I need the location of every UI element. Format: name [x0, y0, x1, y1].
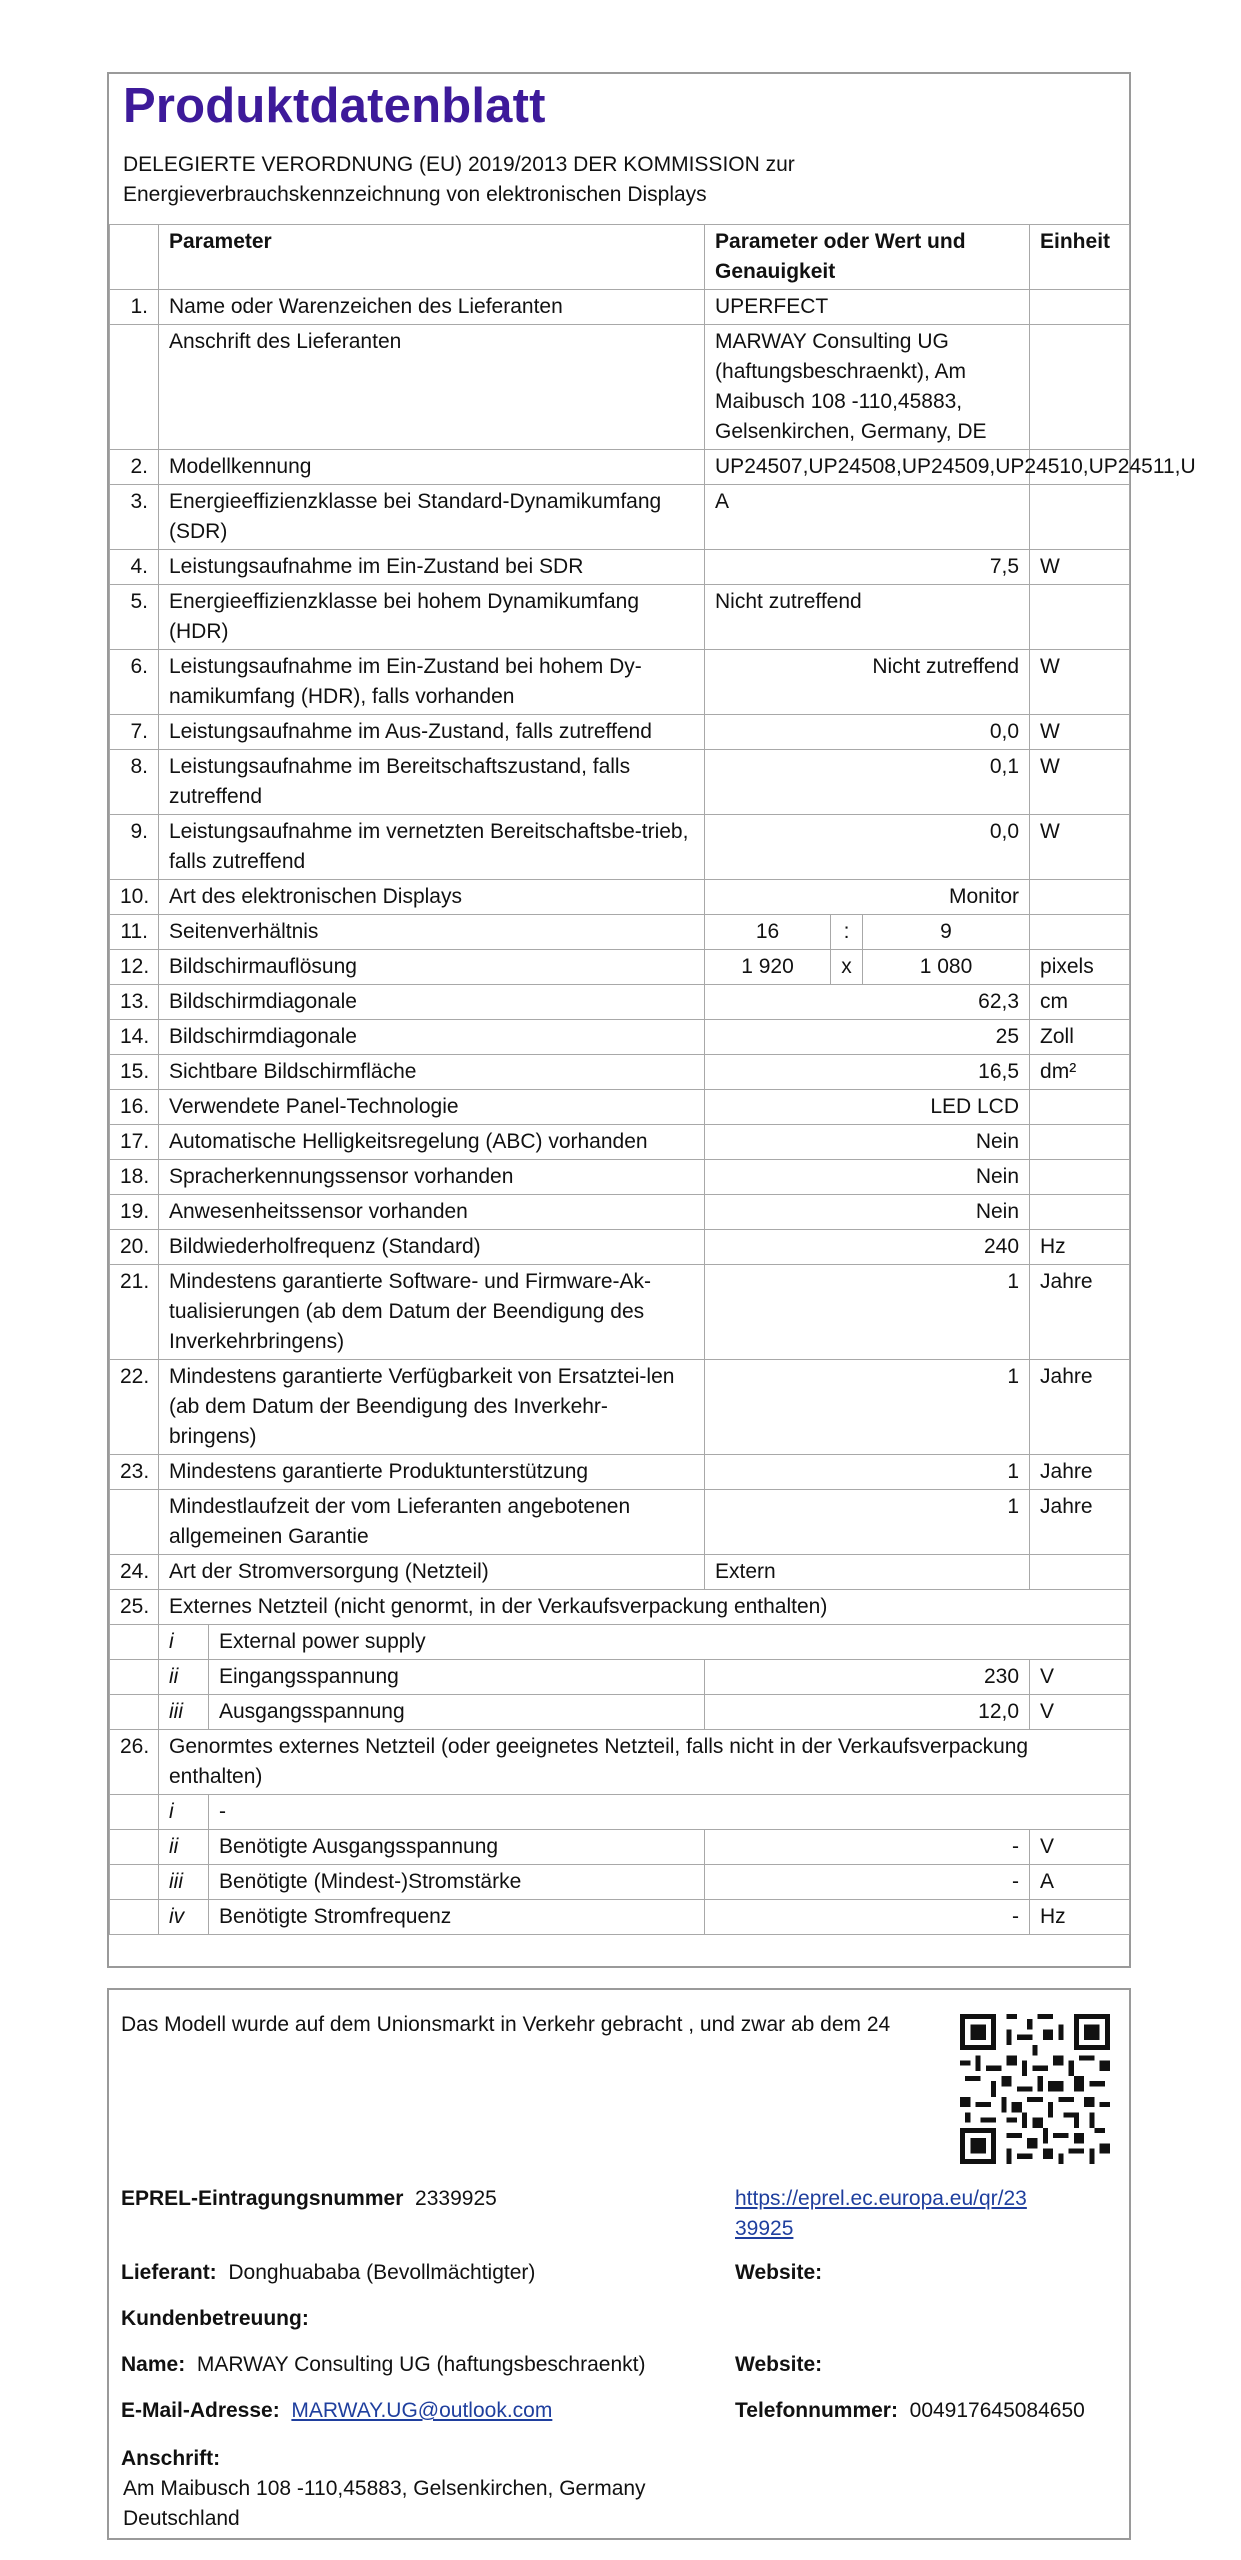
subrow-index: i — [159, 1625, 209, 1660]
row-parameter: Automatische Helligkeitsregelung (ABC) vorhanden — [159, 1125, 705, 1160]
row-value: 62,3 — [705, 985, 1030, 1020]
row-unit: W — [1030, 550, 1130, 585]
header-no-cell — [110, 225, 159, 290]
row-parameter: Benötigte Stromfrequenz — [209, 1900, 705, 1935]
row-value: 1 — [705, 1455, 1030, 1490]
row-unit: V — [1030, 1660, 1130, 1695]
row-value: - — [705, 1900, 1030, 1935]
row-parameter: Seitenverhältnis — [159, 915, 705, 950]
row-parameter: Leistungsaufnahme im Aus-Zustand, falls zutreffend — [159, 715, 705, 750]
eprel-number: 2339925 — [415, 2187, 497, 2210]
table-subrow — [110, 1660, 1130, 1695]
table-row — [110, 1020, 1130, 1055]
row-parameter: Mindestens garantierte Produktunterstützung — [159, 1455, 705, 1490]
row-number: 12. — [110, 950, 159, 985]
table-subrow — [110, 1865, 1130, 1900]
row-number: 10. — [110, 880, 159, 915]
row-parameter: Energieeffizienzklasse bei Standard-Dynamikumfang (SDR) — [159, 485, 705, 550]
address-line-2: Deutschland — [123, 2507, 240, 2530]
row-number — [110, 1900, 159, 1935]
table-row — [110, 485, 1130, 550]
row-unit: W — [1030, 815, 1130, 880]
table-row — [110, 915, 1130, 950]
row-number: 1. — [110, 290, 159, 325]
table-row — [110, 1160, 1130, 1195]
phone-label: Telefonnummer: — [735, 2399, 898, 2422]
subrow-index: iv — [159, 1900, 209, 1935]
row-number: 26. — [110, 1730, 159, 1795]
table-row — [110, 1090, 1130, 1125]
table-row — [110, 1590, 1130, 1625]
row-value: 0,0 — [705, 715, 1030, 750]
row-value: UP24507,UP24508,UP24509,UP24510,UP24511,U — [705, 450, 1030, 485]
table-header-row — [110, 225, 1130, 290]
address-line-1: Am Maibusch 108 -110,45883, Gelsenkirchen, Germany — [123, 2477, 646, 2500]
row-value: 0,0 — [705, 815, 1030, 880]
row-unit: A — [1030, 1865, 1130, 1900]
row-value: 7,5 — [705, 550, 1030, 585]
row-unit: pixels — [1030, 950, 1130, 985]
row-value: Monitor — [705, 880, 1030, 915]
row-unit: Jahre — [1030, 1265, 1130, 1360]
row-number: 17. — [110, 1125, 159, 1160]
row-parameter: External power supply — [209, 1625, 1130, 1660]
row-number: 22. — [110, 1360, 159, 1455]
row-value: 1 — [705, 1265, 1030, 1360]
row-value-separator: x — [831, 950, 863, 985]
eprel-registration — [121, 2184, 497, 2214]
row-parameter: Energieeffizienzklasse bei hohem Dynamikumfang (HDR) — [159, 585, 705, 650]
row-parameter: Anschrift des Lieferanten — [159, 325, 705, 450]
table-subrow — [110, 1900, 1130, 1935]
row-value: 1 — [705, 1490, 1030, 1555]
table-row — [110, 650, 1130, 715]
table-row — [110, 715, 1130, 750]
subrow-index: iii — [159, 1695, 209, 1730]
table-row — [110, 985, 1130, 1020]
row-unit — [1030, 1195, 1130, 1230]
table-row — [110, 880, 1130, 915]
row-parameter: Benötigte (Mindest-)Stromstärke — [209, 1865, 705, 1900]
row-value: 1 — [705, 1360, 1030, 1455]
row-number: 14. — [110, 1020, 159, 1055]
row-number: 13. — [110, 985, 159, 1020]
eprel-link-line1[interactable]: https://eprel.ec.europa.eu/qr/23 — [735, 2187, 1027, 2210]
row-value: - — [705, 1830, 1030, 1865]
row-number: 2. — [110, 450, 159, 485]
table-row — [110, 1230, 1130, 1265]
phone-value: 004917645084650 — [909, 2399, 1085, 2422]
row-value: 0,1 — [705, 750, 1030, 815]
qr-code-icon[interactable] — [960, 2014, 1110, 2164]
table-row — [110, 1195, 1130, 1230]
eprel-link-line2[interactable]: 39925 — [735, 2217, 794, 2240]
email-link[interactable]: MARWAY.UG@outlook.com — [291, 2399, 553, 2422]
row-number: 4. — [110, 550, 159, 585]
row-value: 12,0 — [705, 1695, 1030, 1730]
table-row — [110, 550, 1130, 585]
row-unit — [1030, 1555, 1130, 1590]
row-number: 24. — [110, 1555, 159, 1590]
row-parameter: Name oder Warenzeichen des Lieferanten — [159, 290, 705, 325]
table-subrow — [110, 1795, 1130, 1830]
table-row — [110, 1360, 1130, 1455]
row-value: Nein — [705, 1160, 1030, 1195]
row-parameter: Anwesenheitssensor vorhanden — [159, 1195, 705, 1230]
row-value: Extern — [705, 1555, 1030, 1590]
row-number: 5. — [110, 585, 159, 650]
row-number: 16. — [110, 1090, 159, 1125]
row-parameter: Leistungsaufnahme im Ein-Zustand bei hohem Dy-namikumfang (HDR), falls vorhanden — [159, 650, 705, 715]
row-unit — [1030, 325, 1130, 450]
row-value: Nein — [705, 1195, 1030, 1230]
row-unit: Zoll — [1030, 1020, 1130, 1055]
header-value: Parameter oder Wert und Genauigkeit — [705, 225, 1030, 290]
row-number: 3. — [110, 485, 159, 550]
row-unit — [1030, 915, 1130, 950]
parameter-table — [109, 224, 1196, 1935]
row-unit — [1030, 290, 1130, 325]
subrow-index: ii — [159, 1660, 209, 1695]
row-parameter: - — [209, 1795, 1130, 1830]
row-parameter: Bildschirmauflösung — [159, 950, 705, 985]
row-parameter: Spracherkennungssensor vorhanden — [159, 1160, 705, 1195]
row-parameter: Leistungsaufnahme im vernetzten Bereitschaftsbe-trieb, falls zutreffend — [159, 815, 705, 880]
row-unit: Hz — [1030, 1230, 1130, 1265]
row-unit: dm² — [1030, 1055, 1130, 1090]
subrow-index: i — [159, 1795, 209, 1830]
row-unit: Jahre — [1030, 1360, 1130, 1455]
row-unit: V — [1030, 1695, 1130, 1730]
row-parameter: Sichtbare Bildschirmfläche — [159, 1055, 705, 1090]
row-number: 11. — [110, 915, 159, 950]
row-value: - — [705, 1865, 1030, 1900]
table-row — [110, 325, 1130, 450]
name-line — [121, 2350, 645, 2380]
row-parameter: Modellkennung — [159, 450, 705, 485]
row-value: UPERFECT — [705, 290, 1030, 325]
row-parameter: Bildschirmdiagonale — [159, 985, 705, 1020]
row-value: 240 — [705, 1230, 1030, 1265]
row-unit: Jahre — [1030, 1490, 1130, 1555]
row-unit: W — [1030, 750, 1130, 815]
row-unit — [1030, 1090, 1130, 1125]
row-unit — [1030, 880, 1130, 915]
row-number: 15. — [110, 1055, 159, 1090]
row-value-first: 1 920 — [705, 950, 831, 985]
row-number: 7. — [110, 715, 159, 750]
row-number: 6. — [110, 650, 159, 715]
table-row — [110, 290, 1130, 325]
row-value: Nicht zutreffend — [705, 585, 1030, 650]
table-row — [110, 1455, 1130, 1490]
row-number: 9. — [110, 815, 159, 880]
row-parameter: Genormtes externes Netzteil (oder geeignetes Netzteil, falls nicht in der Verkaufsverpackung enthalten) — [159, 1730, 1130, 1795]
row-unit — [1030, 585, 1130, 650]
row-value: MARWAY Consulting UG (haftungsbeschraenkt), Am Maibusch 108 -110,45883, Gelsenkirchen, Germany, DE — [705, 325, 1030, 450]
name-value: MARWAY Consulting UG (haftungsbeschraenkt) — [196, 2353, 646, 2376]
row-value: A — [705, 485, 1030, 550]
email-label: E-Mail-Adresse: — [121, 2399, 280, 2422]
row-number — [110, 325, 159, 450]
table-row — [110, 1125, 1130, 1160]
eprel-label: EPREL-Eintragungsnummer — [121, 2187, 404, 2210]
row-number: 23. — [110, 1455, 159, 1490]
row-parameter: Mindestens garantierte Verfügbarkeit von Ersatztei-len (ab dem Datum der Beendigung des Inverkehr-bringens) — [159, 1360, 705, 1455]
row-parameter: Externes Netzteil (nicht genormt, in der Verkaufsverpackung enthalten) — [159, 1590, 1130, 1625]
row-number: 8. — [110, 750, 159, 815]
email-line — [121, 2396, 552, 2426]
row-parameter: Eingangsspannung — [209, 1660, 705, 1695]
row-number — [110, 1795, 159, 1830]
table-row — [110, 450, 1130, 485]
row-parameter: Mindestlaufzeit der vom Lieferanten angebotenen allgemeinen Garantie — [159, 1490, 705, 1555]
phone-line — [735, 2396, 1085, 2426]
row-unit: Hz — [1030, 1900, 1130, 1935]
row-value-second: 9 — [863, 915, 1030, 950]
row-number — [110, 1660, 159, 1695]
row-number — [110, 1490, 159, 1555]
row-unit: cm — [1030, 985, 1130, 1020]
table-row — [110, 585, 1130, 650]
row-number — [110, 1830, 159, 1865]
table-row — [110, 1055, 1130, 1090]
row-number: 21. — [110, 1265, 159, 1360]
supplier-value: Donghuababa (Bevollmächtigter) — [228, 2261, 536, 2284]
row-number — [110, 1625, 159, 1660]
row-value: 25 — [705, 1020, 1030, 1055]
row-value-first: 16 — [705, 915, 831, 950]
supplier-info-box — [107, 1988, 1131, 2540]
row-number: 25. — [110, 1590, 159, 1625]
row-number: 19. — [110, 1195, 159, 1230]
table-subrow — [110, 1695, 1130, 1730]
table-row — [110, 1555, 1130, 1590]
row-unit: V — [1030, 1830, 1130, 1865]
table-subrow — [110, 1830, 1130, 1865]
customer-service-label: Kundenbetreuung: — [121, 2307, 309, 2330]
market-placement-text: Das Modell wurde auf dem Unionsmarkt in Verkehr gebracht , und zwar ab dem 24 — [121, 2013, 891, 2036]
supplier-label: Lieferant: — [121, 2261, 217, 2284]
table-row — [110, 950, 1130, 985]
row-parameter: Bildwiederholfrequenz (Standard) — [159, 1230, 705, 1265]
row-number — [110, 1865, 159, 1900]
row-value: LED LCD — [705, 1090, 1030, 1125]
row-unit: Jahre — [1030, 1455, 1130, 1490]
page-title: Produktdatenblatt — [123, 79, 546, 133]
row-parameter: Art der Stromversorgung (Netzteil) — [159, 1555, 705, 1590]
product-data-sheet — [107, 72, 1196, 1968]
eprel-link[interactable] — [735, 2184, 1027, 2244]
row-unit — [1030, 1160, 1130, 1195]
row-parameter: Benötigte Ausgangsspannung — [209, 1830, 705, 1865]
row-value: Nein — [705, 1125, 1030, 1160]
row-value: 16,5 — [705, 1055, 1030, 1090]
subrow-index: ii — [159, 1830, 209, 1865]
row-value: Nicht zutreffend — [705, 650, 1030, 715]
table-subrow — [110, 1625, 1130, 1660]
header-parameter: Parameter — [159, 225, 705, 290]
header-unit: Einheit — [1030, 225, 1130, 290]
row-number — [110, 1695, 159, 1730]
table-row — [110, 815, 1130, 880]
row-unit — [1030, 1125, 1130, 1160]
row-parameter: Art des elektronischen Displays — [159, 880, 705, 915]
row-value: 230 — [705, 1660, 1030, 1695]
row-unit — [1030, 485, 1130, 550]
row-parameter: Leistungsaufnahme im Bereitschaftszustand, falls zutreffend — [159, 750, 705, 815]
address-label: Anschrift: — [121, 2447, 221, 2470]
table-row — [110, 1265, 1130, 1360]
row-value-separator: : — [831, 915, 863, 950]
subrow-index: iii — [159, 1865, 209, 1900]
name-label: Name: — [121, 2353, 186, 2376]
row-parameter: Ausgangsspannung — [209, 1695, 705, 1730]
row-number: 20. — [110, 1230, 159, 1265]
table-row — [110, 1730, 1130, 1795]
regulation-subtitle: DELEGIERTE VERORDNUNG (EU) 2019/2013 DER KOMMISSION zur Energieverbrauchskennzeichnung von elektronischen Displays — [123, 153, 795, 206]
row-parameter: Leistungsaufnahme im Ein-Zustand bei SDR — [159, 550, 705, 585]
row-number: 18. — [110, 1160, 159, 1195]
row-unit: W — [1030, 715, 1130, 750]
row-parameter: Verwendete Panel-Technologie — [159, 1090, 705, 1125]
table-row — [110, 750, 1130, 815]
row-parameter: Bildschirmdiagonale — [159, 1020, 705, 1055]
table-row — [110, 1490, 1130, 1555]
website-label: Website: — [735, 2353, 823, 2376]
row-unit: W — [1030, 650, 1130, 715]
row-parameter: Mindestens garantierte Software- und Firmware-Ak-tualisierungen (ab dem Datum der Beendigung des Inverkehrbringens) — [159, 1265, 705, 1360]
website-label: Website: — [735, 2261, 823, 2284]
supplier-line — [121, 2258, 535, 2288]
row-value-second: 1 080 — [863, 950, 1030, 985]
